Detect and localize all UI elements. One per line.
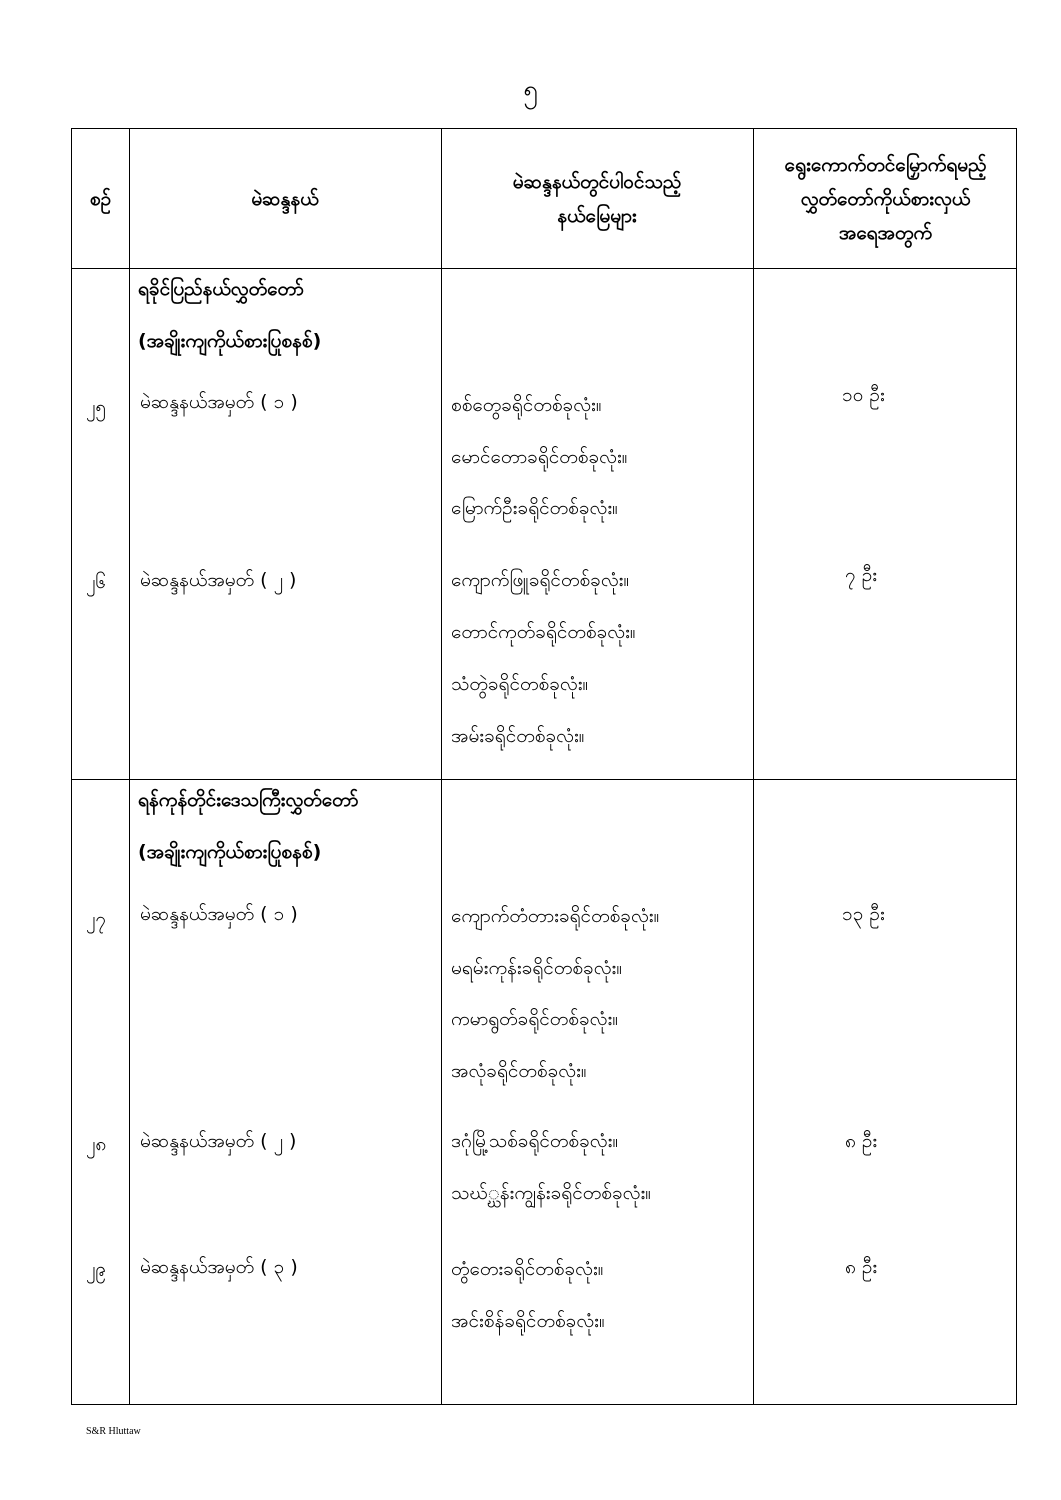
header-areas-line2: နယ်မြေများ [557,204,637,227]
row-area: မြောက်ဦးခရိုင်တစ်ခုလုံး။ [451,497,618,519]
row-constituency: မဲဆန္ဒနယ်အမှတ် ( ၂ ) [140,569,297,591]
row-area: မောင်တောခရိုင်တစ်ခုလုံး။ [451,446,628,468]
row-area: ကျောက်တံတားခရိုင်တစ်ခုလုံး။ [451,905,660,927]
header-constituency: မဲဆန္ဒနယ် [251,187,319,210]
row-constituency: မဲဆန္ဒနယ်အမှတ် ( ၁ ) [140,391,298,413]
section-title: ရန်ကုန်တိုင်းဒေသကြီးလွှတ်တော် [138,789,359,811]
column-divider [441,129,442,1404]
section-subtitle: (အချိုးကျကိုယ်စားပြုစနစ်) [138,841,322,863]
row-serial: ၂၇ [86,908,107,930]
section-title: ရခိုင်ပြည်နယ်လွှတ်တော် [138,278,304,300]
row-area: တောင်ကုတ်ခရိုင်တစ်ခုလုံး။ [451,621,636,643]
row-area: ကျောက်ဖြူခရိုင်တစ်ခုလုံး။ [451,569,630,591]
header-count-line3: အရေအတွက် [838,221,933,244]
header-areas [441,129,753,268]
section-subtitle: (အချိုးကျကိုယ်စားပြုစနစ်) [138,330,322,352]
row-serial: ၂၈ [86,1133,107,1155]
constituency-table [71,128,1017,1405]
row-area: တွံတေးခရိုင်တစ်ခုလုံး။ [451,1258,604,1280]
page-number: ၅ [523,75,538,105]
row-constituency: မဲဆန္ဒနယ်အမှတ် ( ၃ ) [140,1256,298,1278]
row-count: ၁၀ ဦး [842,384,885,406]
row-area: ကမာရွတ်ခရိုင်တစ်ခုလုံး။ [451,1008,619,1030]
row-serial: ၂၆ [86,571,107,593]
row-constituency: မဲဆန္ဒနယ်အမှတ် ( ၁ ) [140,903,298,925]
row-count: ၈ ဦး [845,1130,878,1152]
row-area: မရမ်းကုန်းခရိုင်တစ်ခုလုံး။ [451,957,623,979]
row-serial: ၂၉ [86,1258,107,1280]
header-representative-count [753,129,1018,268]
row-count: ၇ ဦး [845,564,878,586]
row-area: သဃ်္ဃန်းကျွန်းခရိုင်တစ်ခုလုံး။ [451,1182,652,1204]
header-count-line1: ရွေးကောက်တင်မြှောက်ရမည့် [784,153,987,176]
header-areas-line1: မဲဆန္ဒနယ်တွင်ပါဝင်သည့် [512,170,682,193]
header-count-line2: လွှတ်တော်ကိုယ်စားလှယ် [800,187,971,210]
row-serial: ၂၅ [86,396,107,418]
column-divider [129,129,130,1404]
row-count: ၁၃ ဦး [842,903,885,925]
column-divider [753,129,754,1404]
section-divider [72,779,1016,780]
header-serial: စဉ် [89,187,112,210]
row-area: သံတွဲခရိုင်တစ်ခုလုံး။ [451,673,589,695]
row-area: အလုံခရိုင်တစ်ခုလုံး။ [451,1060,587,1082]
row-area: စစ်တွေခရိုင်တစ်ခုလုံး။ [451,394,602,416]
row-area: ဒဂုံမြို့သစ်ခရိုင်တစ်ခုလုံး။ [451,1130,619,1152]
row-count: ၈ ဦး [845,1256,878,1278]
row-area: အမ်းခရိုင်တစ်ခုလုံး။ [451,725,585,747]
header-divider [72,268,1016,269]
row-constituency: မဲဆန္ဒနယ်အမှတ် ( ၂ ) [140,1130,297,1152]
footer-label: S&R Hluttaw [86,1426,141,1437]
row-area: အင်းစိန်ခရိုင်တစ်ခုလုံး။ [451,1310,605,1332]
